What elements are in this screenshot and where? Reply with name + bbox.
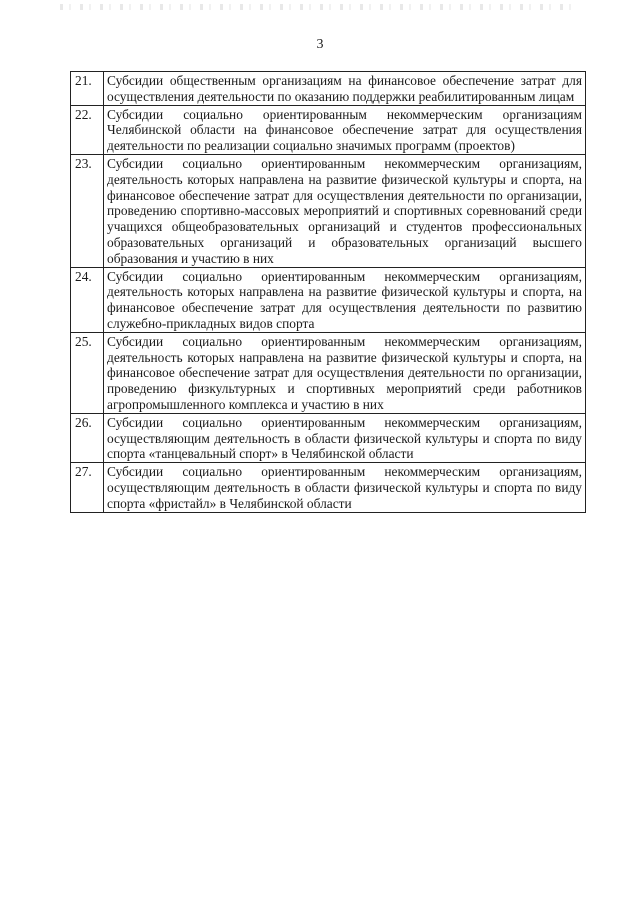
row-text: Субсидии социально ориентированным некоммерческим организациям, осуществляющим деятельность в области физической культуры и спорта по виду спорта «танцевальный спорт» в Челябинской области — [104, 413, 586, 462]
row-text: Субсидии социально ориентированным некоммерческим организациям, деятельность которых направлена на развитие физической культуры и спорта, на финансовое обеспечение затрат для осуществления деятельности по организации, проведению физкультурных и спортивных мероприятий среди работников агропромышленного комплекса и участию в них — [104, 332, 586, 413]
row-text: Субсидии социально ориентированным некоммерческим организациям, осуществляющим деятельность в области физической культуры и спорта по виду спорта «фристайл» в Челябинской области — [104, 463, 586, 512]
table-row — [71, 267, 586, 332]
row-text: Субсидии социально ориентированным некоммерческим организациям Челябинской области на финансовое обеспечение затрат для осуществления деятельности по реализации социально значимых программ (проектов) — [104, 105, 586, 154]
table-row — [71, 463, 586, 512]
table-row — [71, 154, 586, 267]
row-number: 24. — [71, 267, 104, 332]
row-text: Субсидии социально ориентированным некоммерческим организациям, деятельность которых направлена на развитие физической культуры и спорта, на финансовое обеспечение затрат для осуществления деятельности по развитию служебно-прикладных видов спорта — [104, 267, 586, 332]
row-text: Субсидии социально ориентированным некоммерческим организациям, деятельность которых направлена на развитие физической культуры и спорта, на финансовое обеспечение затрат для осуществления деятельности по организации, проведению спортивно-массовых мероприятий и спортивных соревнований среди учащихся общеобразовательных организаций и студентов профессиональных образовательных организаций и образовательных организаций высшего образования и участию в них — [104, 154, 586, 267]
table-row — [71, 72, 586, 106]
row-number: 22. — [71, 105, 104, 154]
page-number: 3 — [316, 37, 324, 52]
subsidies-table — [70, 71, 586, 513]
row-text: Субсидии общественным организациям на финансовое обеспечение затрат для осуществления деятельности по оказанию поддержки реабилитированным лицам — [104, 72, 586, 106]
row-number: 21. — [71, 72, 104, 106]
row-number: 23. — [71, 154, 104, 267]
table-row — [71, 332, 586, 413]
row-number: 27. — [71, 463, 104, 512]
table-row — [71, 105, 586, 154]
table-row — [71, 413, 586, 462]
scan-noise-strip — [60, 4, 580, 10]
row-number: 26. — [71, 413, 104, 462]
row-number: 25. — [71, 332, 104, 413]
